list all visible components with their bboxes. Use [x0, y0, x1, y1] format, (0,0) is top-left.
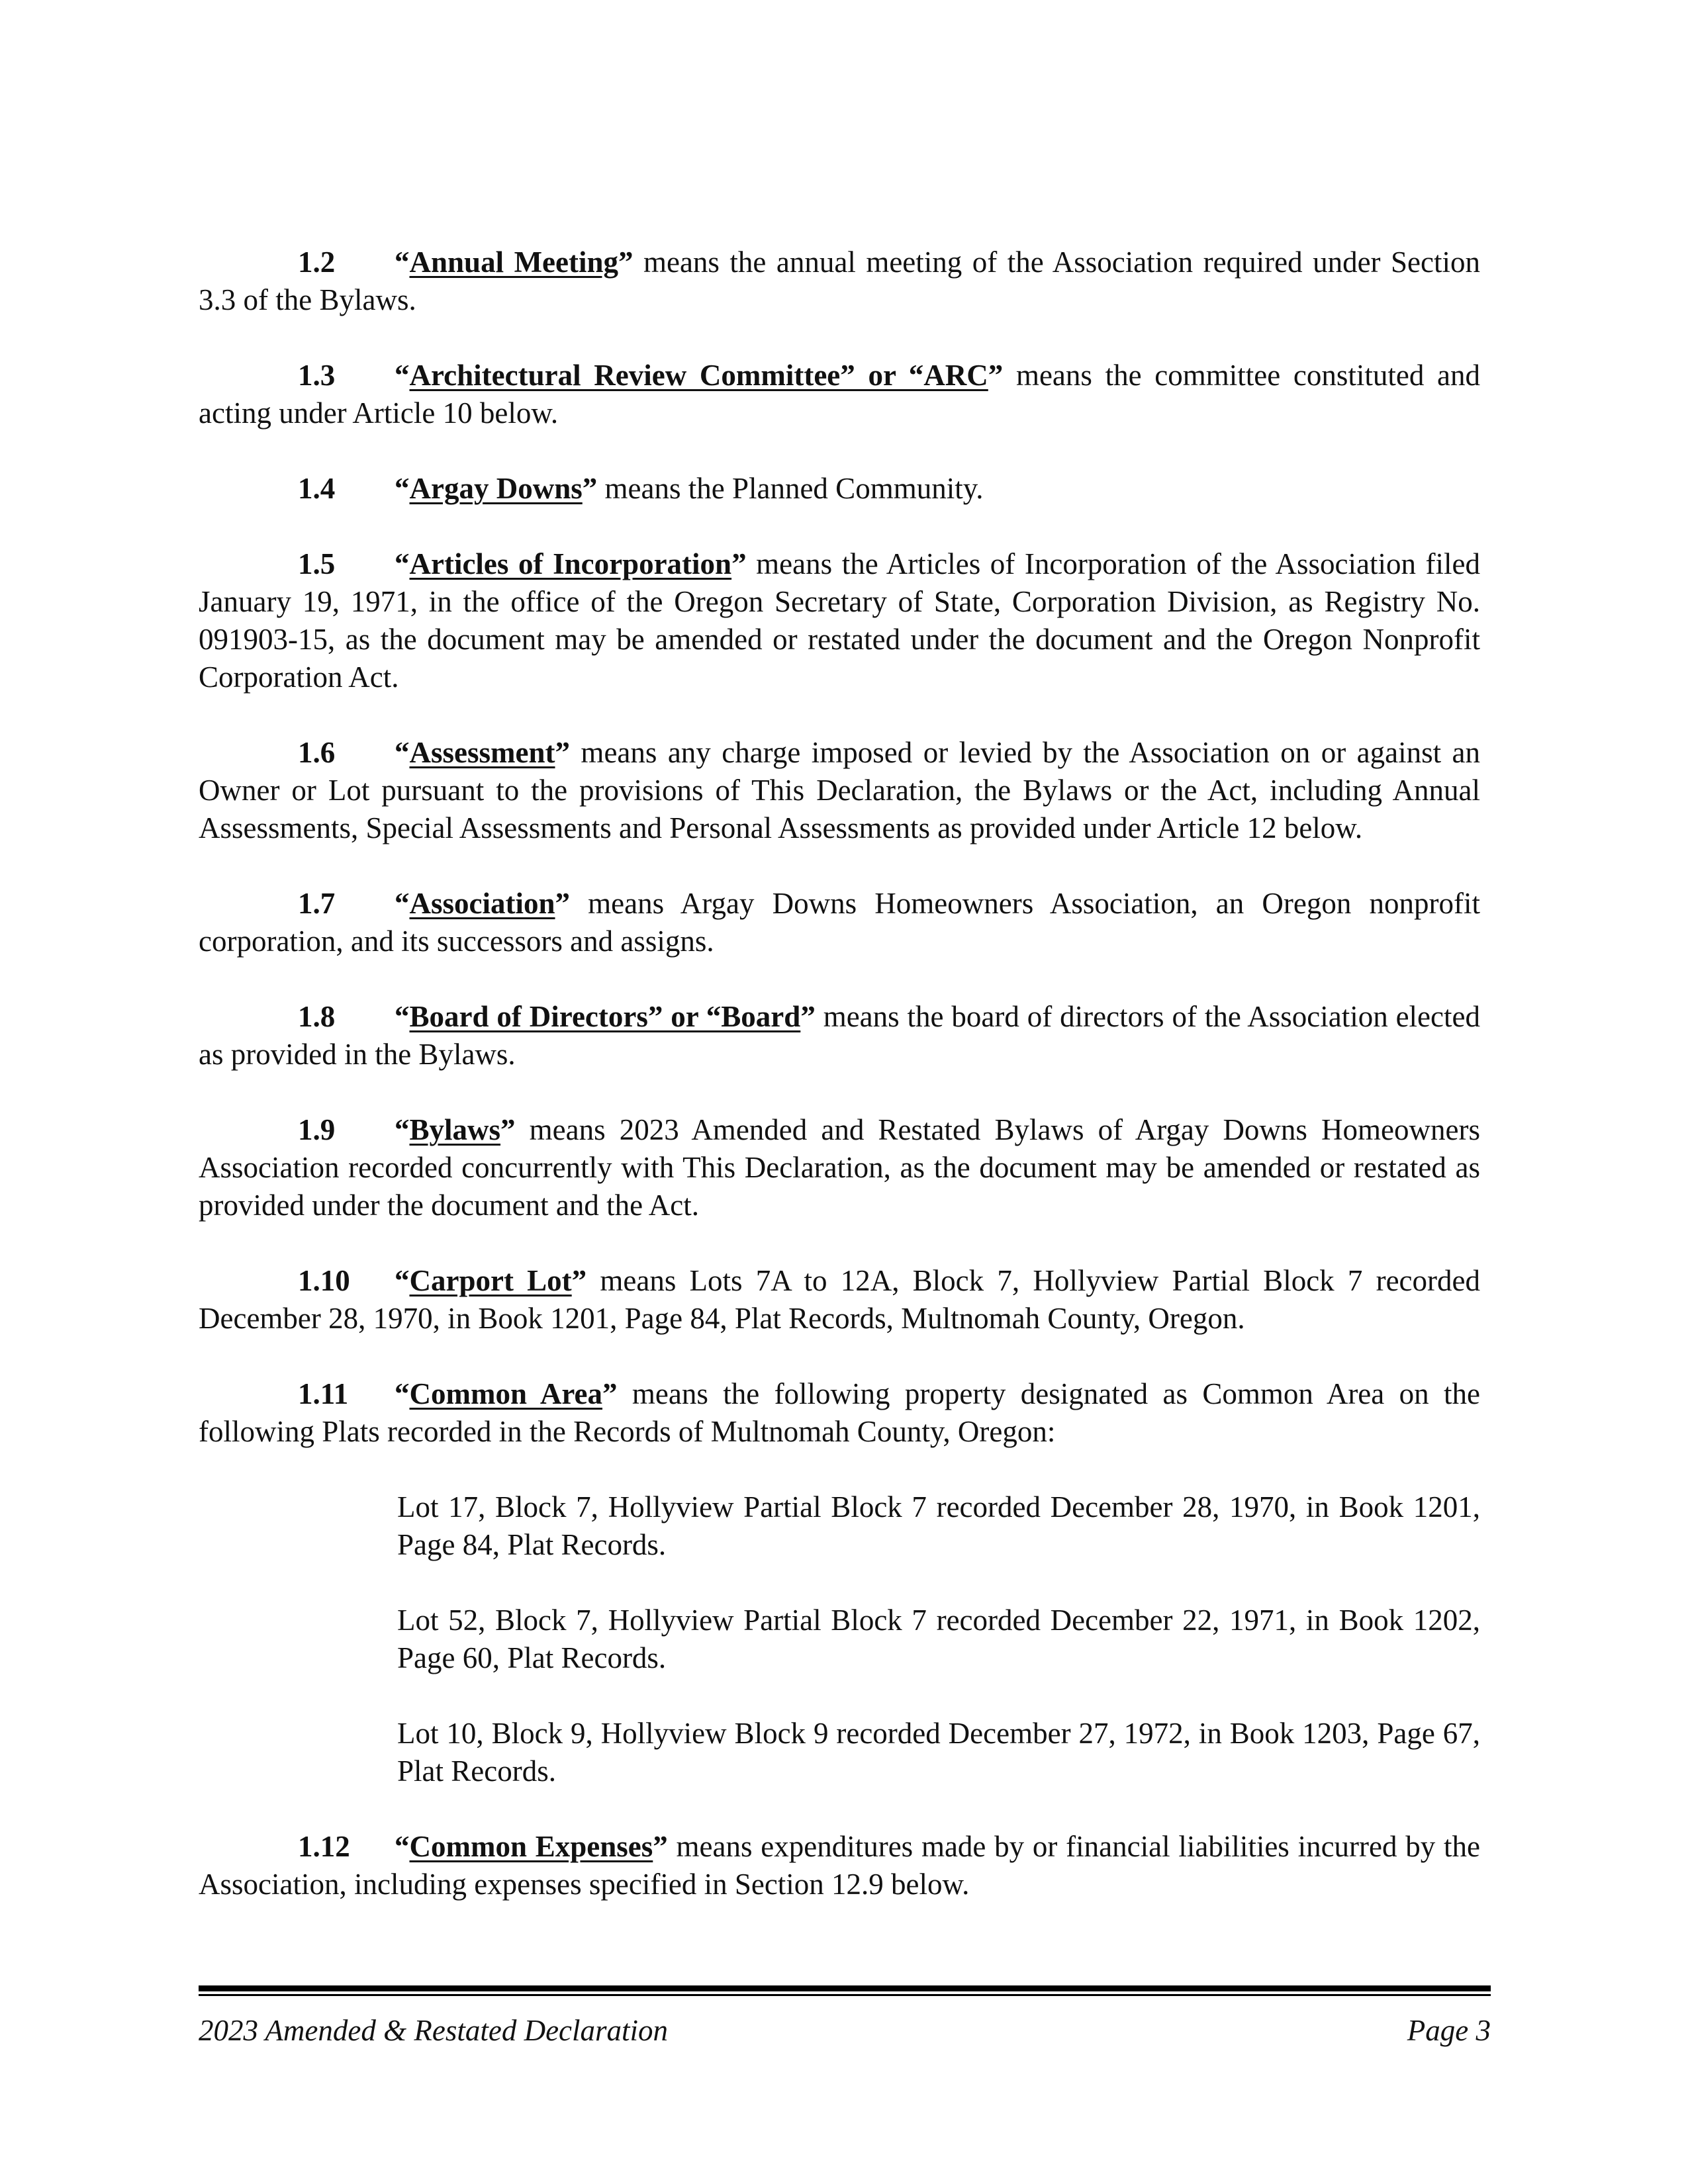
definition-text: means the Planned Community. [597, 472, 984, 505]
definition-text: means 2023 Amended and Restated Bylaws of Argay Downs Homeowners Association recorded concurrently with This Declaration, as the document may be amended or restated as provided under the document and the Act. [199, 1113, 1480, 1222]
section-number: 1.4 [298, 472, 336, 505]
definition-1-2: 1.2 “Annual Meeting” means the annual meeting of the Association required under Section 3.3 of the Bylaws. [199, 244, 1480, 319]
page-footer [199, 2012, 1491, 2050]
definition-1-11: 1.11 “Common Area” means the following property designated as Common Area on the following Plats recorded in the Records of Multnomah County, Oregon: [199, 1375, 1480, 1451]
defined-term: Board of Directors” or “Board [409, 1000, 801, 1033]
definition-text: means Argay Downs Homeowners Association, an Oregon nonprofit corporation, and its successors and assigns. [199, 887, 1480, 958]
definition-text: means any charge imposed or levied by the Association on or against an Owner or Lot pursuant to the provisions of This Declaration, the Bylaws or the Act, including Annual Assessments, Special Assessments and Personal Assessments as provided under Article 12 below. [199, 736, 1480, 844]
defined-term: Association [409, 887, 555, 920]
section-number: 1.7 [298, 887, 336, 920]
section-number: 1.3 [298, 359, 336, 392]
definition-1-10: 1.10 “Carport Lot” means Lots 7A to 12A, Block 7, Hollyview Partial Block 7 recorded December 28, 1970, in Book 1201, Page 84, Plat Records, Multnomah County, Oregon. [199, 1262, 1480, 1338]
definition-text: means the Articles of Incorporation of the Association filed January 19, 1971, in the office of the Oregon Secretary of State, Corporation Division, as Registry No. 091903-15, as the document may be amended or restated under the document and the Oregon Nonprofit Corporation Act. [199, 547, 1481, 694]
section-number: 1.8 [298, 1000, 336, 1033]
definition-text: means expenditures made by or financial liabilities incurred by the Association, including expenses specified in Section 12.9 below. [199, 1830, 1480, 1901]
definition-text: means the following property designated as Common Area on the following Plats recorded in the Records of Multnomah County, Oregon: [199, 1377, 1480, 1448]
plat-entry: Lot 17, Block 7, Hollyview Partial Block 7 recorded December 28, 1970, in Book 1201, Page 84, Plat Records. [397, 1490, 1480, 1561]
definition-text: means the committee constituted and acting under Article 10 below. [199, 359, 1480, 430]
plat-entry: Lot 10, Block 9, Hollyview Block 9 recorded December 27, 1972, in Book 1203, Page 67, Plat Records. [397, 1717, 1480, 1788]
footer-document-title: 2023 Amended & Restated Declaration [199, 2014, 669, 2047]
defined-term: Carport Lot [409, 1264, 572, 1297]
definition-text: means the annual meeting of the Association required under Section 3.3 of the Bylaws. [199, 246, 1480, 316]
defined-term: Assessment [409, 736, 555, 769]
footer-rule [199, 1985, 1491, 1991]
section-number: 1.2 [298, 246, 336, 279]
definition-1-9: 1.9 “Bylaws” means 2023 Amended and Restated Bylaws of Argay Downs Homeowners Association recorded concurrently with This Declaration, as the document may be amended or restated as provided under the document and the Act. [199, 1111, 1480, 1224]
defined-term: Common Area [409, 1377, 603, 1410]
defined-term: Articles of Incorporation [409, 547, 732, 580]
footer-rule-thin [199, 1994, 1491, 1996]
definition-1-5: 1.5 “Articles of Incorporation” means the Articles of Incorporation of the Association filed January 19, 1971, in the office of the Oregon Secretary of State, Corporation Division, as Registry No. 091903-15, as the document may be amended or restated under the document and the Oregon Nonprofit Corporation Act. [199, 545, 1480, 696]
section-number: 1.6 [298, 736, 336, 769]
section-number: 1.9 [298, 1113, 336, 1146]
section-number: 1.12 [298, 1830, 350, 1863]
defined-term: Architectural Review Committee” or “ARC [409, 359, 988, 392]
definition-text: means the board of directors of the Association elected as provided in the Bylaws. [199, 1000, 1480, 1071]
definition-1-8: 1.8 “Board of Directors” or “Board” means the board of directors of the Association elected as provided in the Bylaws. [199, 998, 1480, 1073]
definition-1-3: 1.3 “Architectural Review Committee” or “ARC” means the committee constituted and acting under Article 10 below. [199, 357, 1480, 432]
defined-term: Common Expenses [409, 1830, 653, 1863]
defined-term: Argay Downs [409, 472, 583, 505]
defined-term: Annual Meeting [409, 246, 618, 279]
defined-term: Bylaws [409, 1113, 501, 1146]
definition-1-12: 1.12 “Common Expenses” means expenditures made by or financial liabilities incurred by the Association, including expenses specified in Section 12.9 below. [199, 1828, 1480, 1903]
definition-text: means Lots 7A to 12A, Block 7, Hollyview Partial Block 7 recorded December 28, 1970, in Book 1201, Page 84, Plat Records, Multnomah County, Oregon. [199, 1264, 1480, 1335]
section-number: 1.5 [298, 547, 336, 580]
definition-1-4: 1.4 “Argay Downs” means the Planned Community. [199, 470, 1480, 508]
definition-1-6: 1.6 “Assessment” means any charge imposed or levied by the Association on or against an Owner or Lot pursuant to the provisions of This Declaration, the Bylaws or the Act, including Annual Assessments, Special Assessments and Personal Assessments as provided under Article 12 below. [199, 734, 1480, 847]
section-number: 1.10 [298, 1264, 350, 1297]
definition-1-7: 1.7 “Association” means Argay Downs Homeowners Association, an Oregon nonprofit corporation, and its successors and assigns. [199, 885, 1480, 960]
section-number: 1.11 [298, 1377, 349, 1410]
document-body [199, 244, 1480, 1941]
plat-entry: Lot 52, Block 7, Hollyview Partial Block 7 recorded December 22, 1971, in Book 1202, Page 60, Plat Records. [397, 1604, 1480, 1674]
footer-page-number: Page 3 [1407, 2014, 1491, 2047]
